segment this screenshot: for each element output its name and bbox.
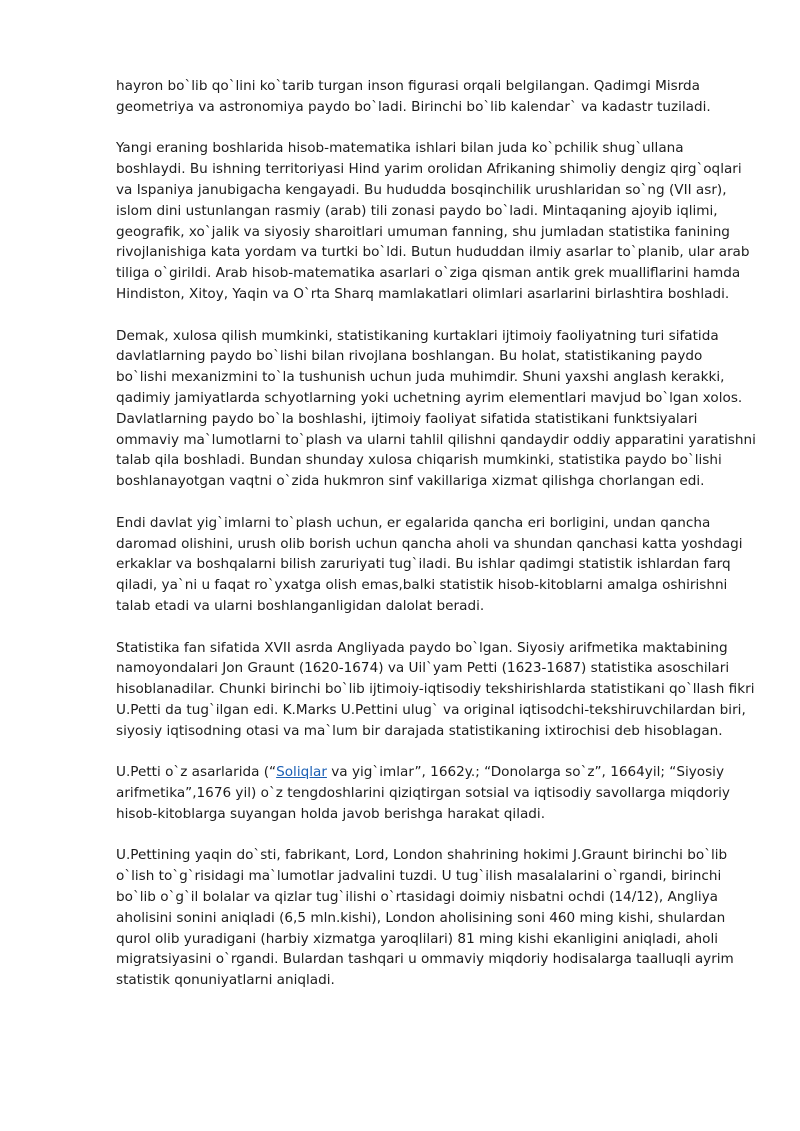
paragraph-text-after-link: va yig`imlar”, 1662y.; “Donolarga so`z”, 1664yil; “Siyosiy arifmetika”,1676 yil) o`z tengdoshlarini qiziqtirgan sotsial va iqtisodiy savollarga miqdoriy hisob-kitoblarga suyangan holda javob berishga harakat qiladi. bbox=[116, 764, 730, 822]
soliqlar-link[interactable]: Soliqlar bbox=[276, 764, 327, 781]
paragraph-text-before-link: U.Petti o`z asarlarida (“ bbox=[116, 764, 277, 781]
paragraph-graunt: U.Pettining yaqin do`sti, fabrikant, Lord, London shahrining hokimi J.Graunt birinchi bo`lib o`lish to`g`risidagi ma`lumotlar jadvalini tuzdi. U tug`ilish masalalarini o`rgandi, birinchi bo`lib o`g`il bolalar va qizlar tug`ilishi o`rtasidagi doimiy nisbatni ochdi (14/12), Angliya aholisini sonini aniqladi (6,5 mln.kishi), London aholisining soni 460 ming kishi, shulardan qurol olib yuradigani (harbiy xizmatga yaroqlilari) 81 ming kishi ekanligini aniqladi, aholi migratsiyasini o`rgandi. Bulardan tashqari u ommaviy miqdoriy hodisalarga taalluqli ayrim statistik qonuniyatlarni aniqladi. bbox=[116, 847, 734, 989]
paragraph-statistika-fan: Statistika fan sifatida XVII asrda Angliyada paydo bo`lgan. Siyosiy arifmetika maktabining namoyondalari Jon Graunt (1620-1674) va Uil`yam Petti (1623-1687) statistika asoschilari hisoblanadilar. Chunki birinchi bo`lib ijtimoiy-iqtisodiy tekshirishlarda statistikani qo`llash fikri U.Petti da tug`ilgan edi. K.Marks U.Pettini ulug` va original iqtisodchi-tekshiruvchilardan biri, siyosiy iqtisodning otasi va ma`lum bir darajada statistikaning ixtirochisi deb hisoblagan. bbox=[116, 639, 755, 739]
paragraph-endi-davlat: Endi davlat yig`imlarni to`plash uchun, er egalarida qancha eri borligini, undan qancha daromad olishini, urush olib borish uchun qancha aholi va shundan qanchasi katta yoshdagi erkaklar va boshqalarni bilish zaruriyati tug`iladi. Bu ishlar qadimgi statistik ishlardan farq qiladi, ya`ni u faqat ro`yxatga olish emas,balki statistik hisob-kitoblarni amalga oshirishni talab etadi va ularni boshlanganligidan dalolat beradi. bbox=[116, 514, 743, 614]
paragraph-misr: hayron bo`lib qo`lini ko`tarib turgan inson figurasi orqali belgilangan. Qadimgi Misrda geometriya va astronomiya paydo bo`ladi. Birinchi bo`lib kalendar` va kadastr tuziladi. bbox=[116, 78, 711, 115]
paragraph-demak: Demak, xulosa qilish mumkinki, statistikaning kurtaklari ijtimoiy faoliyatning turi sifatida davlatlarning paydo bo`lishi bilan rivojlana boshlangan. Bu holat, statistikaning paydo bo`lishi mexanizmini to`la tushunish uchun juda muhimdir. Shuni yaxshi anglash kerakki, qadimiy jamiyatlarda schyotlarning yoki uchetning ayrim elementlari mavjud bo`lgan xolos. Davlatlarning paydo bo`la boshlashi, ijtimoiy faoliyat sifatida statistikani funktsiyalari ommaviy ma`lumotlarni to`plash va ularni tahlil qilishni qandaydir oddiy apparatini yaratishni talab qila boshladi. Bundan shunday xulosa chiqarish mumkinki, statistika paydo bo`lishi boshlanayotgan vaqtni o`zida hukmron sinf vakillariga xizmat qilishga chorlangan edi. bbox=[116, 327, 756, 490]
document-page bbox=[116, 76, 756, 1012]
paragraph-yangi-era: Yangi eraning boshlarida hisob-matematika ishlari bilan juda ko`pchilik shug`ullana boshlaydi. Bu ishning territoriyasi Hind yarim orolidan Afrikaning shimoliy dengiz qirg`oqlari va Ispaniya janubigacha kengayadi. Bu hududda bosqinchilik urushlaridan so`ng (VII asr), islom dini ustunlangan rasmiy (arab) tili zonasi paydo bo`ladi. Mintaqaning ajoyib iqlimi, geografik, xo`jalik va siyosiy sharoitlari umuman fanning, shu jumladan statistika fanining rivojlanishiga kata yordam va turtki bo`ldi. Butun hududdan ilmiy asarlar to`planib, ular arab tiliga o`girildi. Arab hisob-matematika asarlari o`ziga qisman antik grek mualliflarini hamda Hindiston, Xitoy, Yaqin va O`rta Sharq mamlakatlari olimlari asarlarini birlashtira boshladi. bbox=[116, 140, 750, 302]
paragraph-petti-asarlari bbox=[116, 762, 756, 824]
